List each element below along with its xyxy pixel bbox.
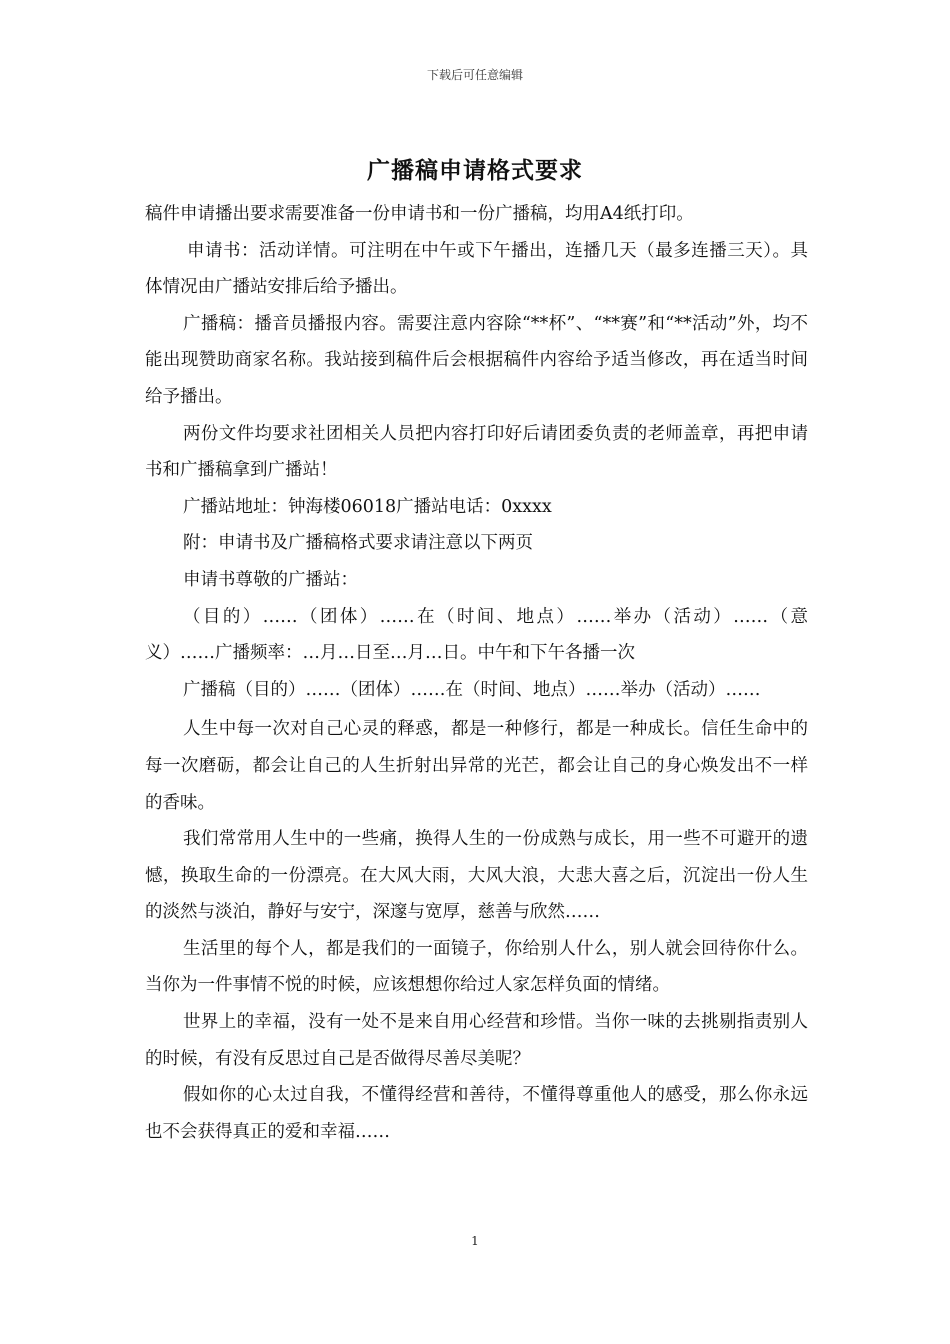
paragraph-essay-4: 世界上的幸福，没有一处不是来自用心经营和珍惜。当你一味的去挑剔指责别人的时候，有没有反思过自己是否做得尽善尽美呢？: [145, 1012, 808, 1069]
paragraph-application-template: （目的）……（团体）……在（时间、地点）……举办（活动）……（意义）……广播频率：…月…日至…月…日。中午和下午各播一次: [145, 606, 808, 664]
paragraph-stamp: 两份文件均要求社团相关人员把内容打印好后请团委负责的老师盖章，再把申请书和广播稿拿到广播站！: [145, 423, 808, 481]
header-note: 下载后可任意编辑: [426, 68, 523, 82]
document-body: [145, 196, 808, 1150]
paragraph-broadcast-script: 广播稿：播音员播报内容。需要注意内容除“**杯”、“**赛”和“**活动”外，均不能出现赞助商家名称。我站接到稿件后会根据稿件内容给予适当修改，再在适当时间给予播出。: [145, 313, 808, 407]
paragraph-essay-2: 我们常常用人生中的一些痛，换得人生的一份成熟与成长，用一些不可避开的遗憾，换取生命的一份漂亮。在大风大雨，大风大浪，大悲大喜之后，沉淀出一份人生的淡然与淡泊，静好与安宁，深邃与宽厚，慈善与欣然……: [145, 829, 808, 923]
paragraph-appendix: 附：申请书及广播稿格式要求请注意以下两页: [183, 533, 533, 554]
paragraph-essay-5: 假如你的心太过自我，不懂得经营和善待，不懂得尊重他人的感受，那么你永远也不会获得真正的爱和幸福……: [145, 1085, 808, 1142]
paragraph-address: 广播站地址：钟海楼06018广播站电话：0xxxx: [183, 496, 552, 517]
paragraph-application-salutation: 申请书尊敬的广播站：: [183, 569, 358, 590]
document-title: 广播稿申请格式要求: [367, 158, 583, 184]
paragraph-essay-3: 生活里的每个人，都是我们的一面镜子，你给别人什么，别人就会回待你什么。当你为一件事情不悦的时候，应该想想你给过人家怎样负面的情绪。: [145, 938, 808, 996]
paragraph-essay-1: 人生中每一次对自己心灵的释惑，都是一种修行，都是一种成长。信任生命中的每一次磨砺，都会让自己的人生折射出异常的光芒，都会让自己的身心焕发出不一样的香味。: [145, 719, 808, 813]
paragraph-application: 申请书：活动详情。可注明在中午或下午播出，连播几天（最多连播三天）。具体情况由广播站安排后给予播出。: [145, 240, 808, 298]
page-number: 1: [471, 1234, 479, 1248]
paragraph-script-template: 广播稿（目的）……（团体）……在（时间、地点）……举办（活动）……: [183, 679, 761, 700]
paragraph-requirements: 稿件申请播出要求需要准备一份申请书和一份广播稿，均用A4纸打印。: [145, 204, 694, 224]
